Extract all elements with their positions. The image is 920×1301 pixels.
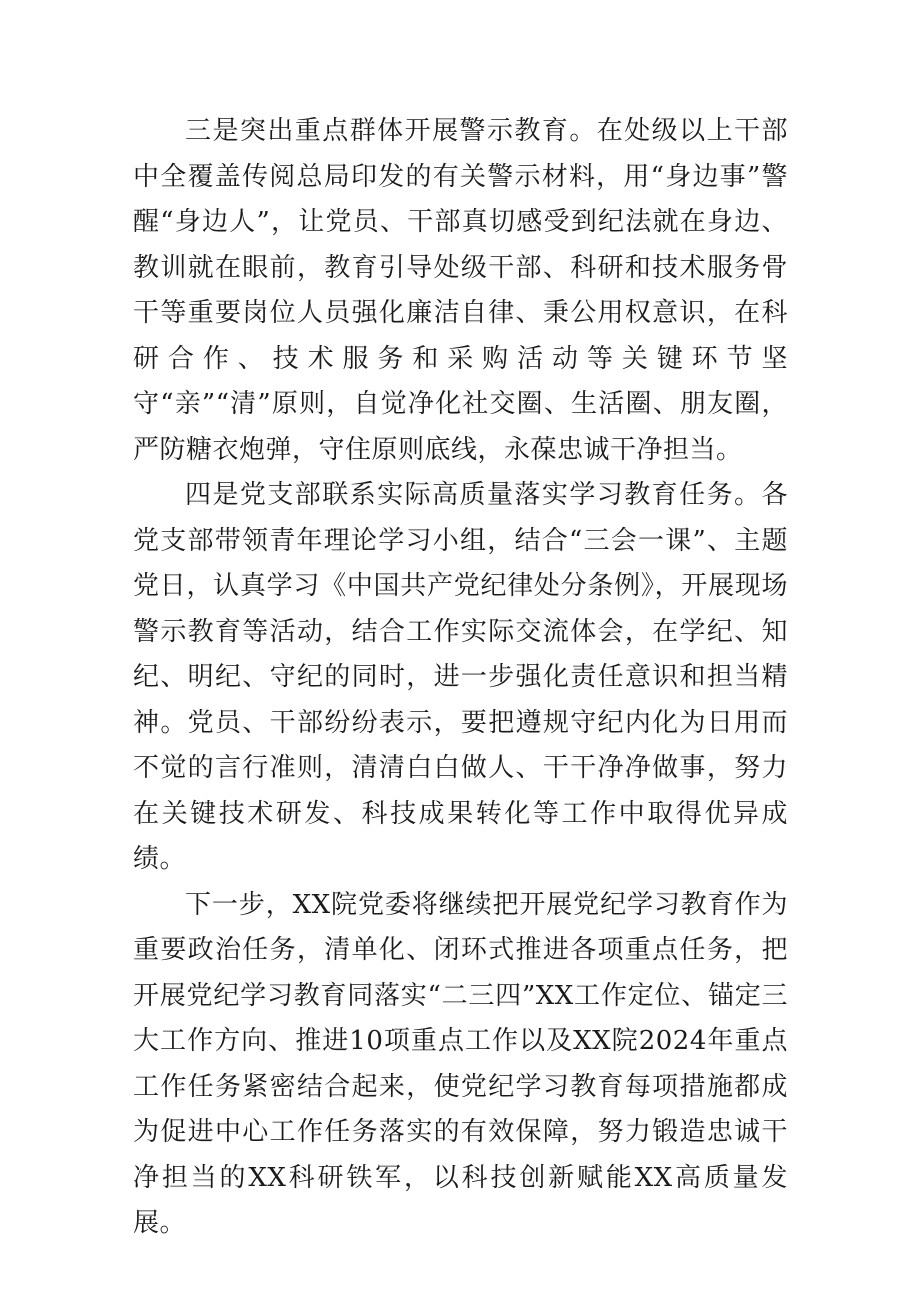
paragraph-next-step: 下一步，XX院党委将继续把开展党纪学习教育作为重要政治任务，清单化、闭环式推进各项重点任务，把开展党纪学习教育同落实“二三四”XX工作定位、锚定三大工作方向、推进10项重点工作以及XX院2024年重点工作任务紧密结合起来，使党纪学习教育每项措施都成为促进中心工作任务落实的有效保障，努力锻造忠诚干净担当的XX科研铁军，以科技创新赋能XX高质量发展。 — [133, 889, 788, 1238]
paragraph-warning-education: 三是突出重点群体开展警示教育。在处级以上干部中全覆盖传阅总局印发的有关警示材料，用“身边事”警醒“身边人”，让党员、干部真切感受到纪法就在身边、教训就在眼前，教育引导处级干部、科研和技术服务骨干等重要岗位人员强化廉洁自律、秉公用权意识，在科研合作、技术服务和采购活动等关键环节坚守“亲”“清”原则，自觉净化社交圈、生活圈、朋友圈，严防糖衣炮弹，守住原则底线，永葆忠诚干净担当。 — [133, 116, 788, 465]
paragraph-party-branch: 四是党支部联系实际高质量落实学习教育任务。各党支部带领青年理论学习小组，结合“三会一课”、主题党日，认真学习《中国共产党纪律处分条例》，开展现场警示教育等活动，结合工作实际交流体会，在学纪、知纪、明纪、守纪的同时，进一步强化责任意识和担当精神。党员、干部纷纷表示，要把遵规守纪内化为日用而不觉的言行准则，清清白白做人、干干净净做事，努力在关键技术研发、科技成果转化等工作中取得优异成绩。 — [133, 480, 788, 874]
document-body — [133, 109, 788, 1247]
